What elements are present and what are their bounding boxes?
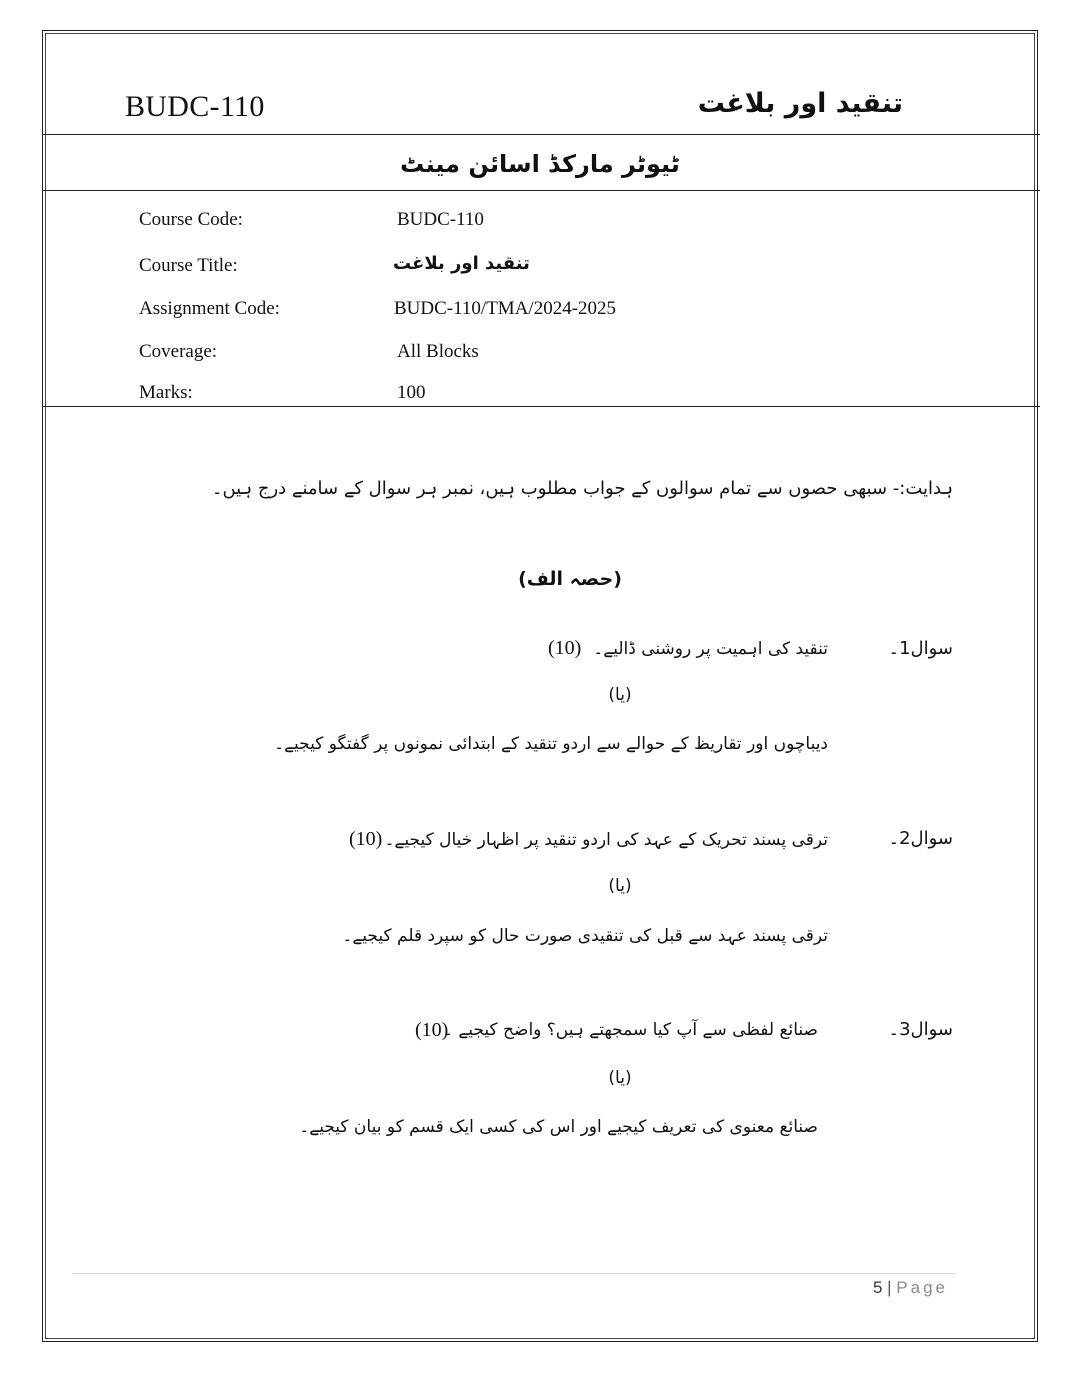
footer-separator: | bbox=[887, 1278, 892, 1297]
part-title: (حصہ الف) bbox=[518, 568, 622, 590]
or-separator: (یا) bbox=[608, 685, 632, 705]
coverage-label: Coverage: bbox=[139, 341, 218, 362]
marks-label: Marks: bbox=[139, 382, 193, 403]
question-number: سوال2۔ bbox=[888, 828, 953, 849]
page-footer bbox=[873, 1278, 948, 1298]
question-alternative: ترقی پسند عہد سے قبل کی تنقیدی صورت حال کو سپرد قلم کیجیے۔ bbox=[342, 926, 828, 946]
question-text: صنائع لفظی سے آپ کیا سمجھتے ہیں؟ واضح کیجیے ۔ bbox=[442, 1020, 818, 1040]
coverage-value: All Blocks bbox=[397, 341, 479, 362]
question-text: ترقی پسند تحریک کے عہد کی اردو تنقید پر اظہار خیال کیجیے۔ bbox=[384, 830, 828, 850]
question-marks: (10) bbox=[349, 828, 383, 850]
header-course-title: تنقید اور بلاغت bbox=[697, 88, 903, 119]
course-code-value: BUDC-110 bbox=[397, 209, 484, 230]
page-number: 5 bbox=[872, 1278, 883, 1297]
footer-divider bbox=[72, 1273, 956, 1274]
question-marks: (10) bbox=[548, 637, 582, 659]
header-course-code: BUDC-110 bbox=[125, 90, 265, 123]
instruction-text: ہدایت:- سبھی حصوں سے تمام سوالوں کے جواب مطلوب ہیں، نمبر ہر سوال کے سامنے درج ہیں۔ bbox=[211, 478, 953, 499]
page-label: Page bbox=[896, 1278, 948, 1297]
title-divider bbox=[42, 190, 1040, 191]
or-separator: (یا) bbox=[608, 876, 632, 896]
course-title-value: تنقید اور بلاغت bbox=[393, 253, 530, 274]
section-title: ٹیوٹر مارکڈ اسائن مینٹ bbox=[400, 150, 680, 178]
question-text: تنقید کی اہمیت پر روشنی ڈالیے۔ bbox=[593, 639, 828, 659]
course-title-label: Course Title: bbox=[139, 255, 238, 276]
question-alternative: صنائع معنوی کی تعریف کیجیے اور اس کی کسی ایک قسم کو بیان کیجیے۔ bbox=[299, 1117, 818, 1137]
info-divider bbox=[42, 406, 1040, 407]
assignment-code-label: Assignment Code: bbox=[139, 298, 280, 319]
marks-value: 100 bbox=[397, 382, 426, 403]
question-marks: (10) bbox=[415, 1019, 449, 1041]
course-code-label: Course Code: bbox=[139, 209, 243, 230]
question-number: سوال1۔ bbox=[888, 638, 953, 659]
header-divider bbox=[42, 134, 1040, 135]
question-number: سوال3۔ bbox=[888, 1019, 953, 1040]
assignment-code-value: BUDC-110/TMA/2024-2025 bbox=[394, 298, 617, 319]
question-alternative: دیباچوں اور تقاریظ کے حوالے سے اردو تنقید کے ابتدائی نمونوں پر گفتگو کیجیے۔ bbox=[274, 734, 828, 754]
or-separator: (یا) bbox=[608, 1068, 632, 1088]
